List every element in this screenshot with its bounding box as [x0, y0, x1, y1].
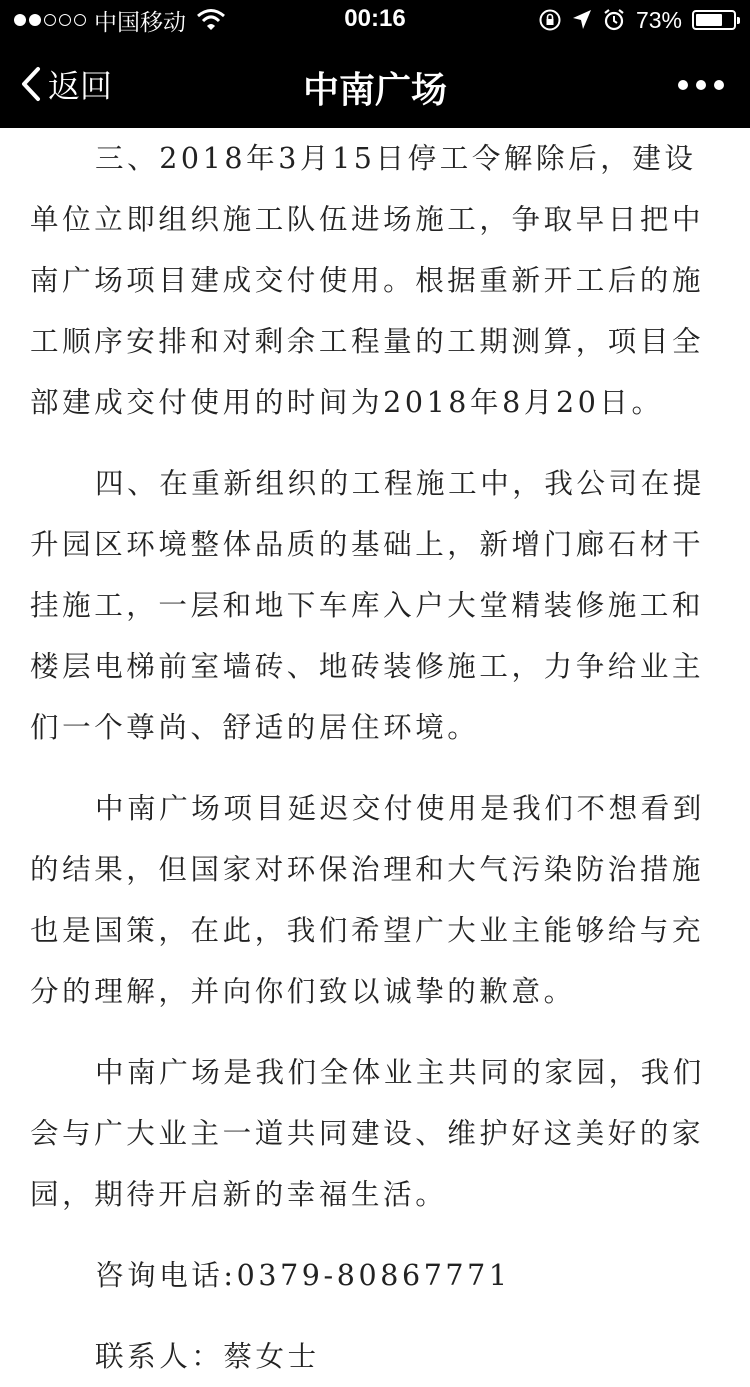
contact-phone: 咨询电话:0379-80867771: [95, 1259, 511, 1292]
chevron-left-icon: [20, 66, 42, 102]
back-button[interactable]: [20, 62, 112, 106]
status-right: [538, 6, 736, 34]
carrier-label: 中国移动: [94, 8, 186, 35]
alarm-icon: [602, 8, 626, 32]
article-body: [30, 128, 710, 1387]
paragraph: 中南广场项目延迟交付使用是我们不想看到的结果，但国家对环保治理和大气污染防治措施也是国策，在此，我们希望广大业主能够给与充分的理解，并向你们致以诚挚的歉意。: [30, 792, 705, 1008]
status-bar: [0, 0, 750, 40]
rotation-lock-icon: [538, 8, 562, 32]
contact-person: 联系人：蔡女士: [95, 1340, 320, 1373]
location-icon: [572, 9, 592, 31]
page-title: 中南广场: [302, 70, 447, 111]
back-label: 返回: [48, 67, 113, 105]
battery-percent: 73%: [635, 6, 682, 33]
more-icon[interactable]: [678, 70, 724, 100]
paragraph: 三、2018年3月15日停工令解除后，建设单位立即组织施工队伍进场施工，争取早日把中南广场项目建成交付使用。根据重新开工后的施工顺序安排和对剩余工程量的工期测算，项目全部建成交付使用的时间为2018年8月20日。: [30, 142, 705, 419]
battery-icon: [692, 10, 736, 30]
paragraph: 中南广场是我们全体业主共同的家园，我们会与广大业主一道共同建设、维护好这美好的家园，期待开启新的幸福生活。: [30, 1056, 705, 1211]
nav-bar: [0, 40, 750, 128]
status-time: 00:16: [344, 5, 406, 32]
paragraph: 四、在重新组织的工程施工中，我公司在提升园区环境整体品质的基础上，新增门廊石材干挂施工，一层和地下车库入户大堂精装修施工和楼层电梯前室墙砖、地砖装修施工，力争给业主们一个尊尚、舒适的居住环境。: [30, 467, 705, 744]
